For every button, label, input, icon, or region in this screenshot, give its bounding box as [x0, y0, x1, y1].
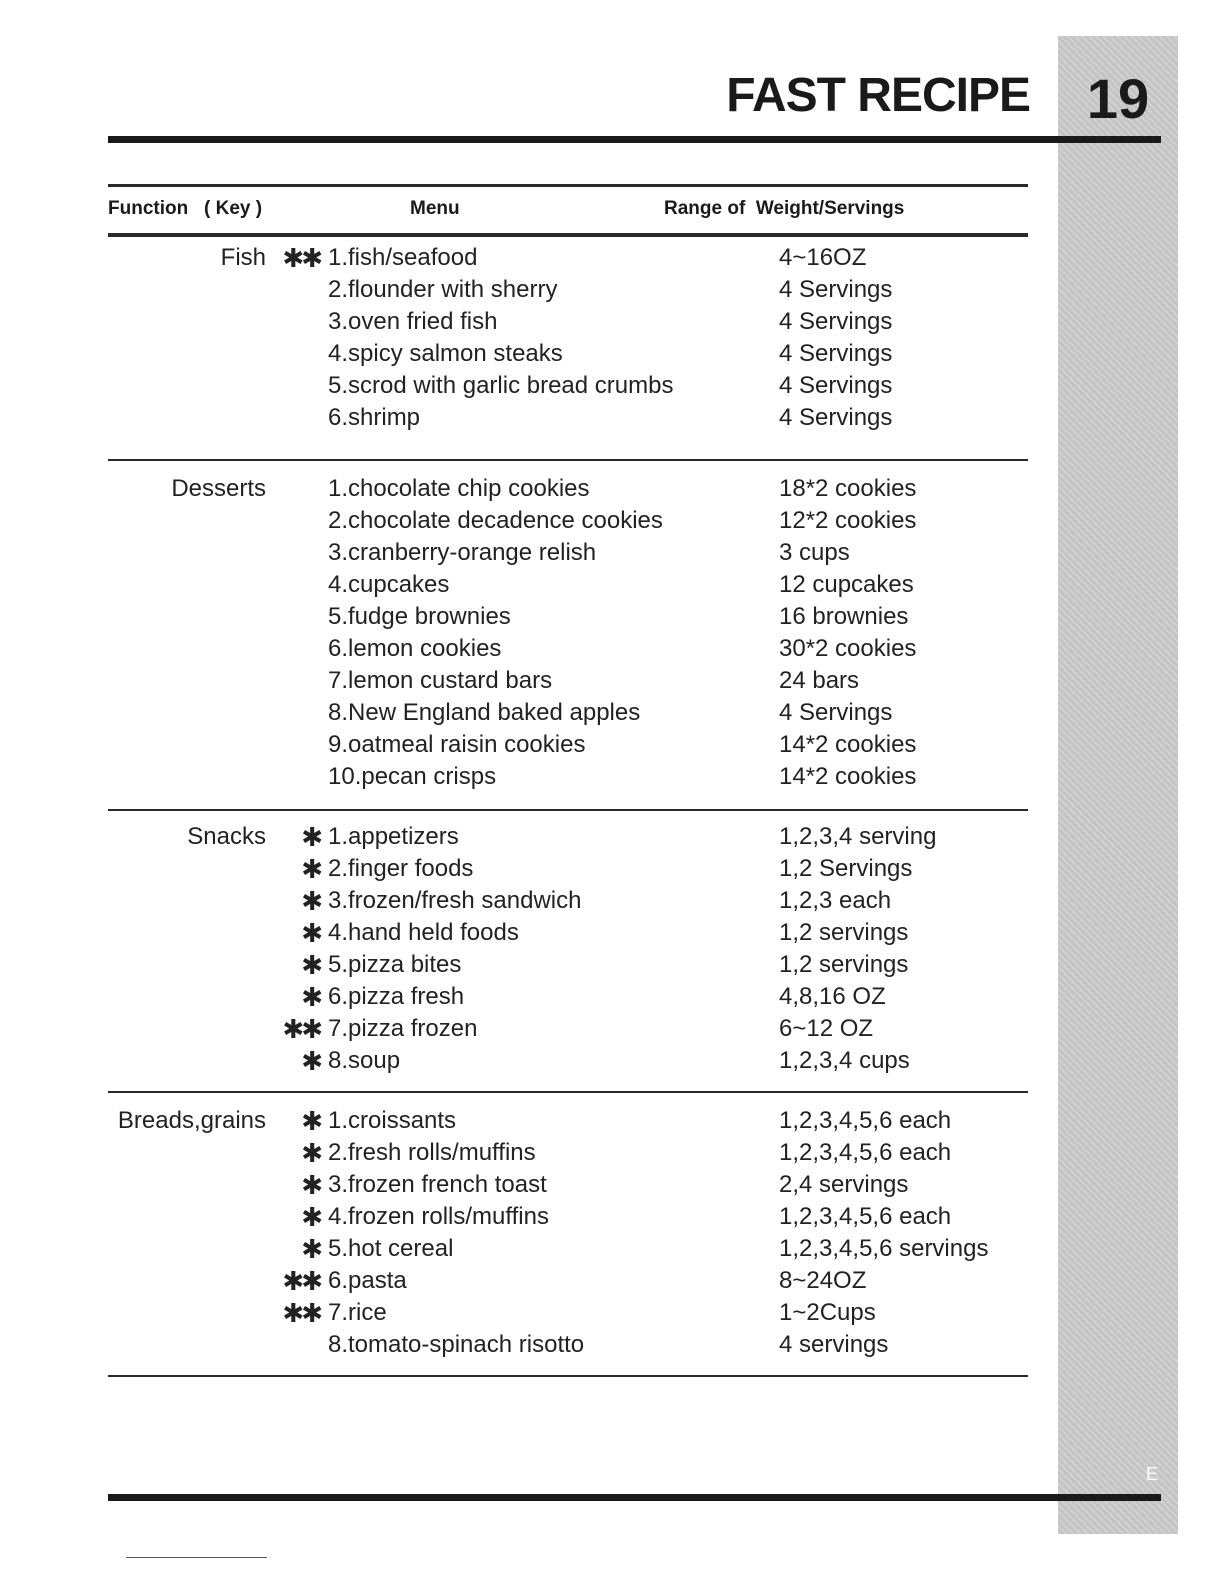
function-label: Desserts	[171, 475, 266, 502]
function-label: Fish	[220, 244, 266, 271]
menu-item: 7.rice	[328, 1299, 387, 1326]
key-mark: ✱	[301, 1138, 320, 1168]
table-row	[0, 665, 1224, 697]
range-value: 1,2 servings	[779, 919, 909, 946]
section-divider	[108, 459, 1028, 461]
menu-item: 5.scrod with garlic bread crumbs	[328, 372, 674, 399]
key-mark: ✱	[301, 1170, 320, 1200]
menu-item: 4.hand held foods	[328, 919, 519, 946]
side-letter: E	[1146, 1464, 1159, 1484]
table-row	[0, 569, 1224, 601]
range-value: 6~12 OZ	[779, 1015, 874, 1042]
range-value: 12*2 cookies	[779, 507, 917, 534]
menu-item: 3.frozen/fresh sandwich	[328, 887, 582, 914]
range-value: 14*2 cookies	[779, 731, 917, 758]
key-mark: ✱✱	[282, 1266, 320, 1296]
range-value: 4 Servings	[779, 372, 893, 399]
range-value: 4 Servings	[779, 308, 893, 335]
table-row	[0, 949, 1224, 981]
table-row	[0, 1045, 1224, 1077]
table-row	[0, 402, 1224, 434]
key-mark: ✱	[301, 1046, 320, 1076]
menu-item: 5.fudge brownies	[328, 603, 511, 630]
menu-item: 3.oven fried fish	[328, 308, 498, 335]
table-row	[0, 1137, 1224, 1169]
range-value: 4 Servings	[779, 340, 893, 367]
menu-item: 6.lemon cookies	[328, 635, 502, 662]
menu-item: 6.pizza fresh	[328, 983, 465, 1010]
menu-item: 3.cranberry-orange relish	[328, 539, 597, 566]
key-mark: ✱	[301, 822, 320, 852]
range-value: 14*2 cookies	[779, 763, 917, 790]
section-snacks	[0, 821, 1224, 1077]
range-value: 1,2,3,4,5,6 each	[779, 1107, 952, 1134]
table-row	[0, 473, 1224, 505]
table-row	[0, 1013, 1224, 1045]
menu-item: 8.New England baked apples	[328, 699, 641, 726]
menu-item: 4.frozen rolls/muffins	[328, 1203, 549, 1230]
menu-item: 7.lemon custard bars	[328, 667, 553, 694]
column-header-menu: Menu	[410, 198, 460, 219]
menu-item: 5.pizza bites	[328, 951, 462, 978]
table-row	[0, 370, 1224, 402]
table-row	[0, 981, 1224, 1013]
table-row	[0, 1297, 1224, 1329]
menu-item: 10.pecan crisps	[328, 763, 497, 790]
column-header-function: Function ( Key )	[108, 198, 263, 219]
table-header-rule	[108, 233, 1028, 237]
menu-item: 9.oatmeal raisin cookies	[328, 731, 586, 758]
key-mark: ✱✱	[282, 243, 320, 273]
table-row	[0, 1169, 1224, 1201]
range-value: 30*2 cookies	[779, 635, 917, 662]
footer-rule	[108, 1494, 1161, 1501]
table-row	[0, 853, 1224, 885]
table-row	[0, 1265, 1224, 1297]
function-label: Snacks	[187, 823, 266, 850]
column-header-range: Range of Weight/Servings	[664, 198, 905, 219]
table-row	[0, 306, 1224, 338]
range-value: 1,2,3,4,5,6 each	[779, 1203, 952, 1230]
range-value: 4 Servings	[779, 699, 893, 726]
key-mark: ✱✱	[282, 1014, 320, 1044]
key-mark: ✱	[301, 886, 320, 916]
range-value: 1,2 servings	[779, 951, 909, 978]
table-row	[0, 1105, 1224, 1137]
key-mark: ✱	[301, 1234, 320, 1264]
page-number: 19	[1086, 67, 1150, 130]
table-row	[0, 761, 1224, 793]
range-value: 4 Servings	[779, 404, 893, 431]
section-divider	[108, 1091, 1028, 1093]
menu-item: 1.appetizers	[328, 823, 459, 850]
page-title: FAST RECIPE	[726, 69, 1030, 122]
section-fish	[0, 242, 1224, 434]
menu-item: 7.pizza frozen	[328, 1015, 478, 1042]
range-value: 4,8,16 OZ	[779, 983, 886, 1010]
menu-item: 2.chocolate decadence cookies	[328, 507, 663, 534]
table-row	[0, 537, 1224, 569]
section-desserts	[0, 473, 1224, 793]
menu-item: 2.fresh rolls/muffins	[328, 1139, 536, 1166]
menu-item: 8.tomato-spinach risotto	[328, 1331, 585, 1358]
menu-item: 1.chocolate chip cookies	[328, 475, 590, 502]
menu-item: 2.flounder with sherry	[328, 276, 558, 303]
header-rule	[108, 136, 1161, 143]
table-top-rule	[108, 184, 1028, 187]
menu-item: 6.pasta	[328, 1267, 407, 1294]
range-value: 16 brownies	[779, 603, 909, 630]
section-divider	[108, 809, 1028, 811]
range-value: 1,2,3 each	[779, 887, 892, 914]
menu-item: 8.soup	[328, 1047, 401, 1074]
range-value: 1,2 Servings	[779, 855, 913, 882]
footer-link-underline	[126, 1557, 267, 1558]
range-value: 4 Servings	[779, 276, 893, 303]
menu-item: 4.cupcakes	[328, 571, 450, 598]
section-divider	[108, 1375, 1028, 1377]
menu-item: 4.spicy salmon steaks	[328, 340, 563, 367]
table-row	[0, 729, 1224, 761]
table-row	[0, 1201, 1224, 1233]
table-row	[0, 1329, 1224, 1361]
key-mark: ✱	[301, 1106, 320, 1136]
menu-item: 1.croissants	[328, 1107, 457, 1134]
range-value: 1,2,3,4 cups	[779, 1047, 910, 1074]
table-row	[0, 601, 1224, 633]
range-value: 3 cups	[779, 539, 850, 566]
menu-item: 1.fish/seafood	[328, 244, 478, 271]
section-breads	[0, 1105, 1224, 1361]
key-mark: ✱	[301, 854, 320, 884]
range-value: 1,2,3,4 serving	[779, 823, 937, 850]
menu-item: 6.shrimp	[328, 404, 421, 431]
range-value: 1,2,3,4,5,6 servings	[779, 1235, 989, 1262]
range-value: 8~24OZ	[779, 1267, 867, 1294]
range-value: 18*2 cookies	[779, 475, 917, 502]
key-mark: ✱	[301, 950, 320, 980]
menu-item: 3.frozen french toast	[328, 1171, 547, 1198]
key-mark: ✱✱	[282, 1298, 320, 1328]
table-row	[0, 697, 1224, 729]
range-value: 4~16OZ	[779, 244, 867, 271]
table-row	[0, 338, 1224, 370]
table-row	[0, 633, 1224, 665]
table-row	[0, 917, 1224, 949]
key-mark: ✱	[301, 1202, 320, 1232]
range-value: 1,2,3,4,5,6 each	[779, 1139, 952, 1166]
table-row	[0, 885, 1224, 917]
range-value: 12 cupcakes	[779, 571, 914, 598]
range-value: 4 servings	[779, 1331, 889, 1358]
range-value: 1~2Cups	[779, 1299, 876, 1326]
function-label: Breads,grains	[117, 1107, 266, 1134]
range-value: 24 bars	[779, 667, 860, 694]
menu-item: 5.hot cereal	[328, 1235, 454, 1262]
menu-item: 2.finger foods	[328, 855, 474, 882]
key-mark: ✱	[301, 982, 320, 1012]
table-row	[0, 505, 1224, 537]
key-mark: ✱	[301, 918, 320, 948]
table-row	[0, 242, 1224, 274]
table-row	[0, 821, 1224, 853]
range-value: 2,4 servings	[779, 1171, 909, 1198]
table-row	[0, 1233, 1224, 1265]
table-row	[0, 274, 1224, 306]
